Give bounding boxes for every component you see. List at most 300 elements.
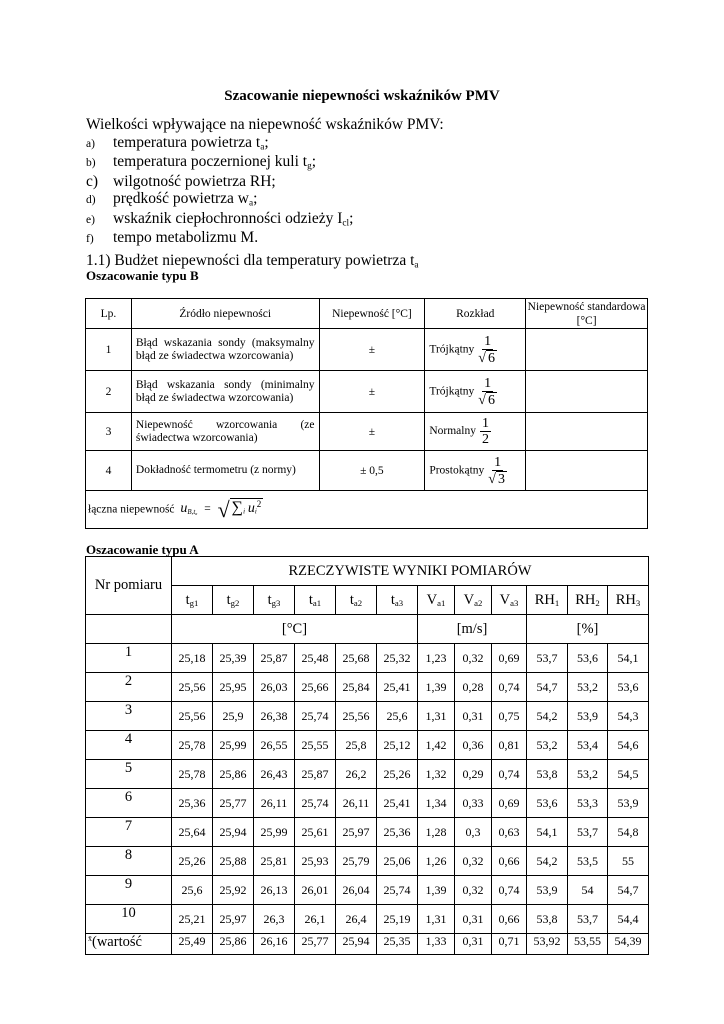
- divisor-fraction: [478, 334, 497, 366]
- measurement-value: 53,6: [568, 644, 608, 673]
- type-b-header-uncertainty: Niepewność [°C]: [319, 299, 425, 329]
- influence-item-sub: a: [260, 141, 265, 152]
- measurement-value: 53,7: [568, 905, 608, 934]
- fraction-numerator: 1: [494, 454, 502, 470]
- influence-item-text: temperatura powietrza t: [113, 133, 261, 151]
- measurement-value: 25,92: [213, 876, 254, 905]
- measurement-value: 0,28: [455, 673, 492, 702]
- column-header-sub: 2: [595, 597, 600, 608]
- measurement-value: 0,66: [492, 847, 527, 876]
- measurement-value: 25,32: [377, 644, 418, 673]
- mean-value: 0,71: [492, 934, 527, 955]
- influence-item: [86, 173, 444, 191]
- type-b-uncertainty: ± 0,5: [319, 451, 425, 491]
- measurement-value: 53,3: [568, 789, 608, 818]
- measurement-value: 53,9: [527, 876, 568, 905]
- measurement-value: 0,69: [492, 644, 527, 673]
- measurement-number: 8: [86, 847, 172, 876]
- type-b-total-row: [86, 491, 648, 529]
- measurement-value: 25,97: [336, 818, 377, 847]
- measurement-value: 25,99: [254, 818, 295, 847]
- measurement-value: 1,34: [418, 789, 455, 818]
- influence-item-marker: b): [86, 157, 96, 169]
- sqrt-var-sup: 2: [256, 499, 262, 510]
- measurement-value: 1,32: [418, 760, 455, 789]
- measurement-value: 26,55: [254, 731, 295, 760]
- column-header: [254, 586, 295, 615]
- measurement-value: 0,32: [455, 644, 492, 673]
- column-header: [418, 586, 455, 615]
- measurement-value: 26,01: [295, 876, 336, 905]
- type-a-body: [86, 644, 649, 955]
- fraction-denominator: 6: [487, 392, 495, 408]
- type-b-row: [86, 371, 648, 413]
- measurement-number: 10: [86, 905, 172, 934]
- fraction-denominator-wrap: [478, 392, 497, 408]
- mean-value: 25,49: [172, 934, 213, 955]
- mean-value: 25,94: [336, 934, 377, 955]
- measurement-value: 53,2: [527, 731, 568, 760]
- type-a-head: [86, 557, 649, 644]
- measurement-value: 25,64: [172, 818, 213, 847]
- unit-temperature: [°C]: [172, 615, 418, 644]
- column-header: [295, 586, 336, 615]
- column-header-sub: 1: [554, 597, 560, 608]
- sqrt-var-sub: i: [254, 508, 257, 516]
- measurement-value: 0,74: [492, 876, 527, 905]
- column-header-sub: g2: [230, 597, 240, 608]
- fraction-denominator-wrap: [482, 432, 489, 447]
- influence-item: [86, 229, 444, 249]
- type-b-uncertainty: ±: [319, 413, 425, 451]
- influence-item-text: prędkość powietrza w: [113, 190, 250, 207]
- measurement-number: 5: [86, 760, 172, 789]
- measurement-value: 25,74: [377, 876, 418, 905]
- measurement-value: 0,69: [492, 789, 527, 818]
- measurement-value: 25,74: [295, 702, 336, 731]
- measurement-value: 25,86: [213, 760, 254, 789]
- mean-value: 25,35: [377, 934, 418, 955]
- type-b-lp: 2: [86, 371, 132, 413]
- measurement-number: 3: [86, 702, 172, 731]
- type-b-distribution: [425, 329, 526, 371]
- influence-item-text: tempo metabolizmu M.: [113, 229, 259, 246]
- measurement-value: 25,95: [213, 673, 254, 702]
- total-symbol: u: [180, 501, 188, 517]
- measurement-value: 25,26: [172, 847, 213, 876]
- measurement-row: [86, 847, 649, 876]
- sqrt-icon: √: [478, 350, 486, 366]
- total-eq: =: [204, 503, 211, 516]
- type-b-standard-uncertainty: [526, 371, 648, 413]
- type-b-uncertainty: ±: [319, 371, 425, 413]
- measurement-value: 25,6: [172, 876, 213, 905]
- column-header: [172, 586, 213, 615]
- type-b-body: [86, 329, 648, 491]
- fraction-denominator: 2: [481, 432, 489, 447]
- column-header: [492, 586, 527, 615]
- measurement-value: 0,29: [455, 760, 492, 789]
- measurement-value: 25,66: [295, 673, 336, 702]
- influence-item-text: wskaźnik ciepłochronności odzieży I: [113, 209, 343, 227]
- measurement-row: [86, 760, 649, 789]
- influence-item-text: temperatura poczernionej kuli t: [113, 153, 308, 170]
- column-header: [568, 586, 608, 615]
- column-header-sub: 3: [635, 597, 641, 608]
- column-header-base: RH: [534, 591, 555, 608]
- mean-symbol: x̄: [88, 934, 92, 943]
- influence-item-marker: f): [86, 233, 94, 245]
- measurement-number: 2: [86, 673, 172, 702]
- measurement-value: 53,7: [527, 644, 568, 673]
- mean-label-cell: [86, 934, 172, 955]
- fraction-numerator: 1: [484, 375, 492, 391]
- measurement-value: 25,56: [172, 673, 213, 702]
- measurement-value: 0,74: [492, 673, 527, 702]
- type-b-standard-uncertainty: [526, 451, 648, 491]
- measurements-header: RZECZYWISTE WYNIKI POMIARÓW: [172, 557, 649, 586]
- influence-item-text: wilgotność powietrza RH;: [113, 172, 276, 190]
- intro-heading: Wielkości wpływające na niepewność wskaźników PMV:: [86, 116, 444, 133]
- measurement-value: 53,4: [568, 731, 608, 760]
- mean-value: 54,39: [608, 934, 649, 955]
- type-b-row: [86, 451, 648, 491]
- influence-item-tail: ;: [253, 190, 258, 207]
- column-header: [527, 586, 568, 615]
- measurement-value: 25,94: [213, 818, 254, 847]
- sum-index: i: [243, 508, 245, 516]
- measurement-row: [86, 702, 649, 731]
- measurement-value: 25,36: [377, 818, 418, 847]
- measurement-value: 0,31: [455, 702, 492, 731]
- influence-item-sub: g: [307, 161, 312, 172]
- measurement-value: 25,06: [377, 847, 418, 876]
- measurement-value: 0,33: [455, 789, 492, 818]
- type-b-distribution: [425, 371, 526, 413]
- distribution-name: Prostokątny: [429, 464, 485, 477]
- measurement-value: 53,9: [568, 702, 608, 731]
- mean-value: 25,77: [295, 934, 336, 955]
- sqrt-var: u: [247, 501, 255, 517]
- measurement-number: 1: [86, 644, 172, 673]
- measurement-value: 54,2: [527, 702, 568, 731]
- type-b-label: Oszacowanie typu B: [86, 268, 199, 283]
- measurement-value: 0,32: [455, 876, 492, 905]
- measurement-value: 54,3: [608, 702, 649, 731]
- total-label: łączna niepewność: [88, 503, 175, 516]
- measurement-value: 55: [608, 847, 649, 876]
- measurement-value: 1,28: [418, 818, 455, 847]
- measurement-value: 1,42: [418, 731, 455, 760]
- measurement-value: 25,21: [172, 905, 213, 934]
- fraction-denominator-wrap: [478, 350, 497, 366]
- total-sub: [187, 509, 197, 516]
- type-a-label: Oszacowanie typu A: [86, 542, 199, 557]
- column-header-base: RH: [575, 591, 596, 608]
- measurement-value: 25,12: [377, 731, 418, 760]
- measurement-row: [86, 818, 649, 847]
- measurement-value: 25,99: [213, 731, 254, 760]
- type-a-units-row: [86, 615, 649, 644]
- measurement-value: 25,8: [336, 731, 377, 760]
- type-b-header-standard: Niepewność standardowa [°C]: [527, 300, 646, 327]
- influence-item-tail: ;: [349, 209, 354, 227]
- measurement-value: 25,68: [336, 644, 377, 673]
- measurement-value: 0,74: [492, 760, 527, 789]
- type-b-lp: 4: [86, 451, 132, 491]
- measurement-value: 1,31: [418, 905, 455, 934]
- influence-quantities: [86, 116, 444, 249]
- measurement-value: 25,55: [295, 731, 336, 760]
- measurement-number: 4: [86, 731, 172, 760]
- measurement-value: 26,13: [254, 876, 295, 905]
- section-heading-sub: a: [414, 260, 419, 271]
- unit-velocity: [m/s]: [418, 615, 527, 644]
- measurement-value: 26,03: [254, 673, 295, 702]
- distribution-name: Normalny: [429, 425, 476, 438]
- divisor-fraction: [488, 455, 507, 487]
- influence-item-marker: d): [86, 194, 96, 206]
- measurement-value: 1,39: [418, 673, 455, 702]
- measurement-row: [86, 731, 649, 760]
- measurement-value: 54,4: [608, 905, 649, 934]
- measurement-value: 25,78: [172, 760, 213, 789]
- influence-item-sub: cl: [342, 217, 350, 228]
- column-header-sub: a3: [510, 597, 519, 608]
- measurement-value: 25,81: [254, 847, 295, 876]
- measurement-value: 53,6: [608, 673, 649, 702]
- mean-value: 53,55: [568, 934, 608, 955]
- measurement-value: 53,9: [608, 789, 649, 818]
- sqrt-body: [230, 498, 264, 517]
- measurement-value: 1,31: [418, 702, 455, 731]
- type-b-source: Błąd wskazania sondy (minimalny błąd ze świadectwa wzorcowania): [131, 371, 319, 413]
- measurement-value: 54,8: [608, 818, 649, 847]
- type-b-distribution: [425, 451, 526, 491]
- measurement-value: 26,04: [336, 876, 377, 905]
- column-header-base: t: [267, 591, 272, 608]
- mean-value: 53,92: [527, 934, 568, 955]
- units-empty-cell: [86, 615, 172, 644]
- type-b-standard-uncertainty: [526, 329, 648, 371]
- type-b-header-lp: Lp.: [86, 299, 132, 329]
- measurement-value: 25,56: [336, 702, 377, 731]
- measurement-value: 25,78: [172, 731, 213, 760]
- measurement-value: 0,36: [455, 731, 492, 760]
- measurement-number: 6: [86, 789, 172, 818]
- divisor-fraction: [478, 376, 497, 408]
- measurement-number: 9: [86, 876, 172, 905]
- influence-item-marker: a): [86, 137, 95, 150]
- measurement-row: [86, 673, 649, 702]
- column-header-base: t: [226, 591, 231, 608]
- type-b-source: Błąd wskazania sondy (maksymalny błąd ze świadectwa wzorcowania): [131, 329, 319, 371]
- measurement-value: 26,43: [254, 760, 295, 789]
- measurement-value: 25,77: [213, 789, 254, 818]
- column-header-base: RH: [615, 591, 636, 608]
- column-header-base: V: [463, 591, 475, 608]
- measurement-value: 54,1: [608, 644, 649, 673]
- measurement-value: 0,63: [492, 818, 527, 847]
- type-b-distribution: [425, 413, 526, 451]
- fraction-denominator: 3: [497, 471, 505, 487]
- measurement-value: 53,8: [527, 760, 568, 789]
- type-b-source: Dokładność termometru (z normy): [131, 451, 319, 491]
- measurement-value: 54,6: [608, 731, 649, 760]
- type-b-total-cell: [86, 491, 648, 529]
- influence-item-tail: ;: [311, 153, 317, 170]
- column-header: [608, 586, 649, 615]
- nr-pomiaru-header: Nr pomiaru: [86, 557, 172, 615]
- mean-value: 25,86: [213, 934, 254, 955]
- measurement-value: 54,7: [527, 673, 568, 702]
- influence-item: [86, 190, 444, 210]
- measurement-value: 54,7: [608, 876, 649, 905]
- column-header-sub: a2: [353, 597, 363, 608]
- measurement-value: 26,11: [254, 789, 295, 818]
- measurement-value: 25,48: [295, 644, 336, 673]
- column-header-base: t: [349, 591, 354, 608]
- influence-item: [86, 210, 444, 230]
- measurement-value: 25,26: [377, 760, 418, 789]
- measurement-value: 1,26: [418, 847, 455, 876]
- measurement-row: [86, 789, 649, 818]
- column-header: [455, 586, 492, 615]
- type-b-header-row: [86, 299, 648, 329]
- mean-value: 0,31: [455, 934, 492, 955]
- measurement-value: 54,1: [527, 818, 568, 847]
- type-b-lp: 3: [86, 413, 132, 451]
- measurement-value: 26,2: [336, 760, 377, 789]
- column-header-sub: g1: [189, 597, 199, 608]
- column-header-sub: g3: [271, 597, 281, 608]
- type-b-header-distribution: Rozkład: [425, 299, 526, 329]
- measurement-value: 25,74: [295, 789, 336, 818]
- measurement-value: 25,36: [172, 789, 213, 818]
- measurement-value: 25,84: [336, 673, 377, 702]
- section-heading-text: 1.1) Budżet niepewności dla temperatury powietrza t: [86, 252, 415, 269]
- measurement-value: 25,87: [295, 760, 336, 789]
- measurement-value: 53,5: [568, 847, 608, 876]
- measurement-value: 0,75: [492, 702, 527, 731]
- fraction-numerator: 1: [481, 416, 489, 431]
- measurement-value: 53,7: [568, 818, 608, 847]
- column-header-base: t: [185, 591, 190, 608]
- sqrt-sign-icon: √: [217, 496, 230, 522]
- measurement-value: 25,41: [377, 673, 418, 702]
- document-title: Szacowanie niepewności wskaźników PMV: [224, 88, 500, 104]
- fraction-denominator-wrap: [488, 471, 507, 487]
- mean-row: [86, 934, 649, 955]
- influence-item: [86, 153, 444, 173]
- measurement-value: 54: [568, 876, 608, 905]
- measurement-value: 25,39: [213, 644, 254, 673]
- influence-list: [86, 134, 444, 249]
- measurement-value: 25,18: [172, 644, 213, 673]
- column-header-base: t: [308, 591, 313, 608]
- mean-label: (wartość: [92, 934, 142, 950]
- measurement-value: 0,31: [455, 905, 492, 934]
- measurement-value: 25,88: [213, 847, 254, 876]
- influence-item: [86, 134, 444, 154]
- measurement-value: 26,1: [295, 905, 336, 934]
- measurement-value: 25,41: [377, 789, 418, 818]
- sqrt-icon: √: [478, 392, 486, 408]
- measurement-row: [86, 644, 649, 673]
- measurement-value: 25,97: [213, 905, 254, 934]
- measurement-value: 0,32: [455, 847, 492, 876]
- type-b-lp: 1: [86, 329, 132, 371]
- influence-item-sub: a: [249, 198, 254, 209]
- unit-humidity: [%]: [527, 615, 649, 644]
- measurement-value: 1,39: [418, 876, 455, 905]
- influence-item-marker: c): [86, 172, 99, 190]
- measurement-value: 53,2: [568, 760, 608, 789]
- measurement-value: 0,3: [455, 818, 492, 847]
- type-b-source: Niepewność wzorcowania (ze świadectwa wzorcowania): [131, 413, 319, 451]
- divisor-fraction: [480, 416, 491, 447]
- column-header: [336, 586, 377, 615]
- column-header-base: V: [499, 591, 511, 608]
- measurement-value: 25,6: [377, 702, 418, 731]
- fraction-denominator: 6: [487, 350, 495, 366]
- type-a-table: [85, 556, 649, 955]
- measurement-value: 53,8: [527, 905, 568, 934]
- measurement-value: 25,19: [377, 905, 418, 934]
- type-b-row: [86, 413, 648, 451]
- measurement-row: [86, 876, 649, 905]
- type-b-standard-uncertainty: [526, 413, 648, 451]
- total-subsub: a: [195, 510, 198, 516]
- type-b-header-source: Źródło niepewności: [131, 299, 319, 329]
- column-header-base: V: [426, 591, 438, 608]
- type-a-main-header-row: [86, 557, 649, 586]
- measurement-value: 25,61: [295, 818, 336, 847]
- measurement-value: 53,2: [568, 673, 608, 702]
- total-sub-text: B,t: [187, 508, 196, 516]
- type-b-table: [85, 298, 648, 529]
- measurement-value: 54,2: [527, 847, 568, 876]
- measurement-value: 0,66: [492, 905, 527, 934]
- type-b-row: [86, 329, 648, 371]
- distribution-name: Trójkątny: [429, 385, 475, 398]
- measurement-value: 25,56: [172, 702, 213, 731]
- mean-value: 26,16: [254, 934, 295, 955]
- measurement-value: 26,4: [336, 905, 377, 934]
- column-header: [213, 586, 254, 615]
- sqrt-icon: √: [488, 471, 496, 487]
- type-b-uncertainty: ±: [319, 329, 425, 371]
- measurement-value: 54,5: [608, 760, 649, 789]
- column-header-sub: a1: [437, 597, 446, 608]
- influence-item-tail: ;: [264, 133, 269, 151]
- measurement-value: 26,11: [336, 789, 377, 818]
- measurement-value: 26,3: [254, 905, 295, 934]
- sum-sign-icon: ∑: [231, 499, 244, 517]
- column-header-sub: a1: [312, 597, 322, 608]
- column-header: [377, 586, 418, 615]
- mean-value: 1,33: [418, 934, 455, 955]
- influence-item-marker: e): [86, 213, 95, 226]
- measurement-value: 53,6: [527, 789, 568, 818]
- column-header-base: t: [390, 591, 395, 608]
- measurement-value: 26,38: [254, 702, 295, 731]
- measurement-number: 7: [86, 818, 172, 847]
- measurement-value: 25,9: [213, 702, 254, 731]
- column-header-sub: a2: [474, 597, 483, 608]
- measurement-value: 25,79: [336, 847, 377, 876]
- column-header-sub: a3: [394, 597, 404, 608]
